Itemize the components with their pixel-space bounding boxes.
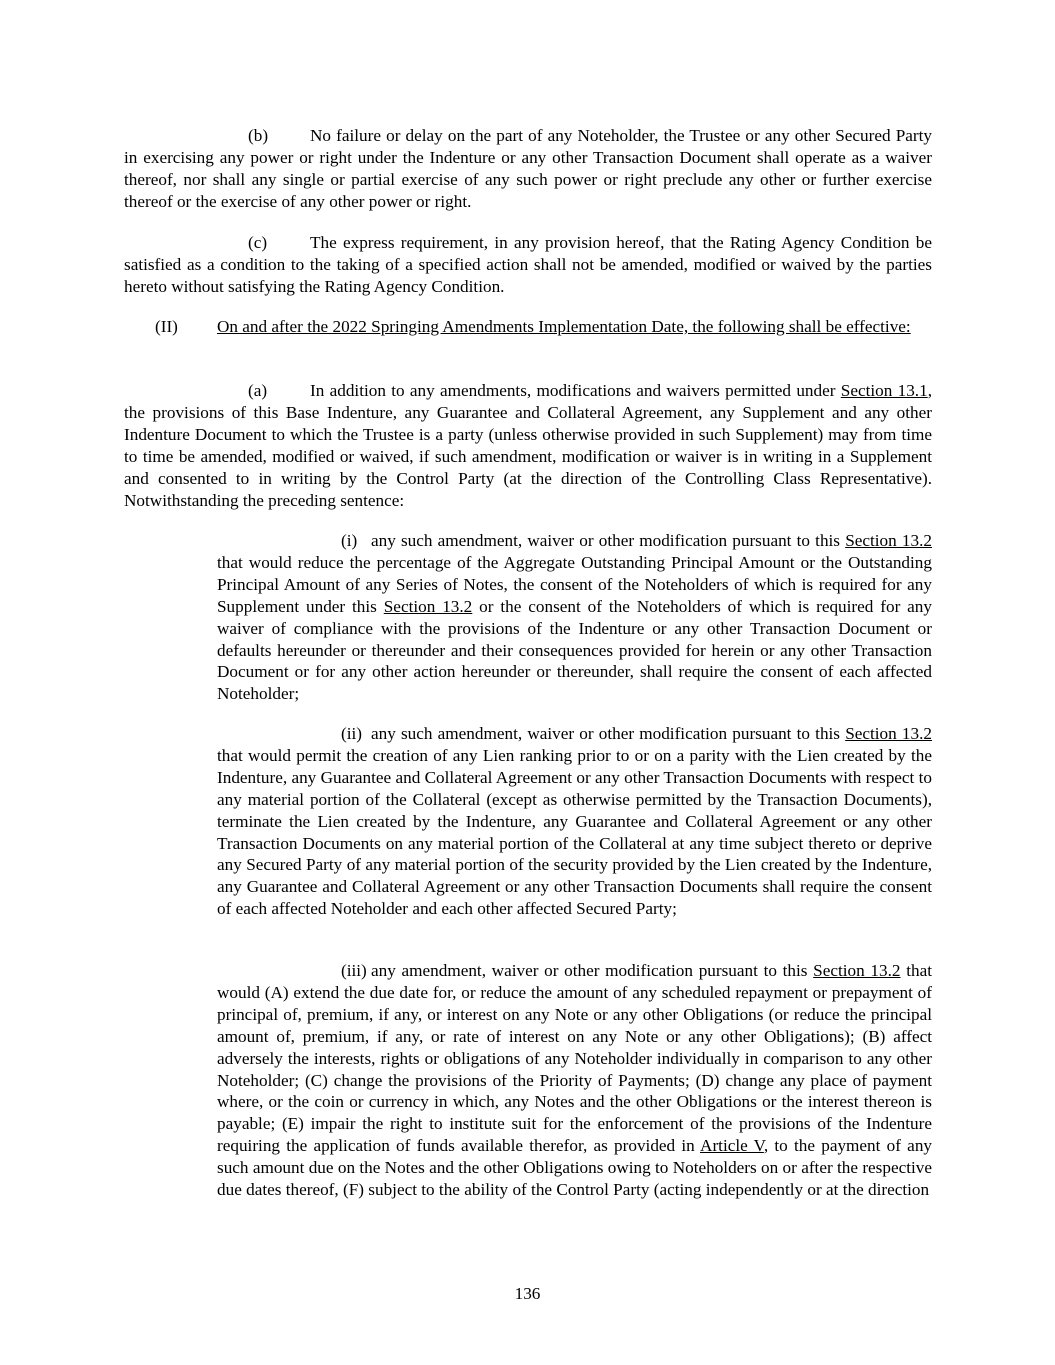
paragraph-ii-label: (ii) (341, 724, 362, 743)
paragraph-ii (217, 723, 932, 920)
paragraph-b-text: No failure or delay on the part of any Noteholder, the Trustee or any other Secured Party in exercising any power or right under the Indenture or any other Transaction Document shall operate as a waiver thereof, nor shall any single or partial exercise of any such power or right preclude any other or further exercise thereof or the exercise of any other power or right. (124, 126, 932, 211)
paragraph-b-label: (b) (248, 126, 269, 145)
section-13-2-reference: Section 13.2 (845, 531, 932, 550)
section-13-2-reference: Section 13.2 (383, 596, 473, 616)
paragraph-a-label: (a) (248, 381, 268, 400)
section-13-2-reference: Section 13.2 (845, 724, 932, 743)
paragraph-iii-text-3: , to the payment of any such amount due on the Notes and the other Obligations owing to Noteholders on or after the respective due dates thereof, (F) subject to the ability of the Control Party (acting independently or at the direction (217, 1136, 933, 1200)
paragraph-a-text-2: , the provisions of this Base Indenture, any Guarantee and Collateral Agreement, any Supplement and any other Indenture Document to which the Trustee is a party (unless otherwise provided in such Supplement) may from time to time be amended, modified or waived, if such amendment, modification or waiver is in writing in a Supplement and consented to in writing by the Control Party (at the direction of the Controlling Class Representative). Notwithstanding the preceding sentence: (124, 381, 932, 510)
paragraph-c (124, 232, 932, 298)
paragraph-b (124, 125, 932, 213)
paragraph-c-label: (c) (248, 233, 268, 252)
section-ii-label: (II) (155, 317, 178, 336)
page-number: 136 (514, 1284, 541, 1303)
article-v-reference: Article V (700, 1136, 764, 1156)
paragraph-a-text-1: In addition to any amendments, modifications and waivers permitted under (310, 381, 841, 400)
paragraph-i-text-2: that would reduce the percentage of the Aggregate Outstanding Principal Amount or the Outstanding Principal Amount of any Series of Notes, the consent of the Noteholders of which is required for any Supplement under this (217, 552, 932, 616)
paragraph-a (124, 380, 932, 511)
paragraph-i-text-3: or the consent of the Noteholders of which is required for any waiver of compliance with the provisions of the Indenture or any other Transaction Document or defaults hereunder or thereunder and their consequences provided for herein or any other Transaction Document or for any other action hereunder or thereunder, shall require the consent of each affected Noteholder; (217, 596, 932, 704)
paragraph-ii-text-2: that would permit the creation of any Lien ranking prior to or on a parity with the Lien created by the Indenture, any Guarantee and Collateral Agreement or any other Transaction Documents with respect to any material portion of the Collateral (except as otherwise permitted by the Transaction Documents), terminate the Lien created by the Indenture, any Guarantee and Collateral Agreement or any other Transaction Documents on any material portion of the Collateral at any time subject thereto or deprive any Secured Party of any material portion of the security provided by the Lien created by the Indenture, any Guarantee and Collateral Agreement or any other Transaction Documents shall require the consent of each affected Noteholder and each other affected Secured Party; (217, 745, 932, 919)
paragraph-ii-text-1: any such amendment, waiver or other modification pursuant to this (371, 724, 846, 743)
section-ii-title: On and after the 2022 Springing Amendments Implementation Date, the following shall be effective: (217, 317, 911, 336)
paragraph-i-text-1: any such amendment, waiver or other modification pursuant to this (371, 531, 846, 550)
section-13-2-reference: Section 13.2 (813, 961, 901, 980)
paragraph-iii-text-1: any amendment, waiver or other modification pursuant to this (371, 961, 814, 980)
paragraph-c-text: The express requirement, in any provision hereof, that the Rating Agency Condition be satisfied as a condition to the taking of a specified action shall not be amended, modified or waived by the parties hereto without satisfying the Rating Agency Condition. (124, 233, 932, 296)
paragraph-i-label: (i) (341, 531, 358, 550)
paragraph-iii-text-2: that would (A) extend the due date for, or reduce the amount of any scheduled repayment or prepayment of principal of, premium, if any, or interest on any Note or any other Obligations (or reduce the principal amount of, premium, if any, or rate of interest on any Note or any other Obligations); (B) affect adversely the interests, rights or obligations of any Noteholder individually in comparison to any other Noteholder; (C) change the provisions of the Priority of Payments; (D) change any place of payment where, or the coin or currency in which, any Notes and the other Obligations or the interest thereon is payable; (E) impair the right to institute suit for the enforcement of the provisions of the Indenture requiring the application of funds available therefor, as provided in (217, 961, 932, 1156)
section-13-1-reference: Section 13.1 (840, 381, 928, 400)
paragraph-i (217, 530, 932, 705)
paragraph-iii-label: (iii) (341, 961, 367, 980)
section-ii-heading (155, 316, 915, 338)
paragraph-iii (217, 960, 932, 1201)
